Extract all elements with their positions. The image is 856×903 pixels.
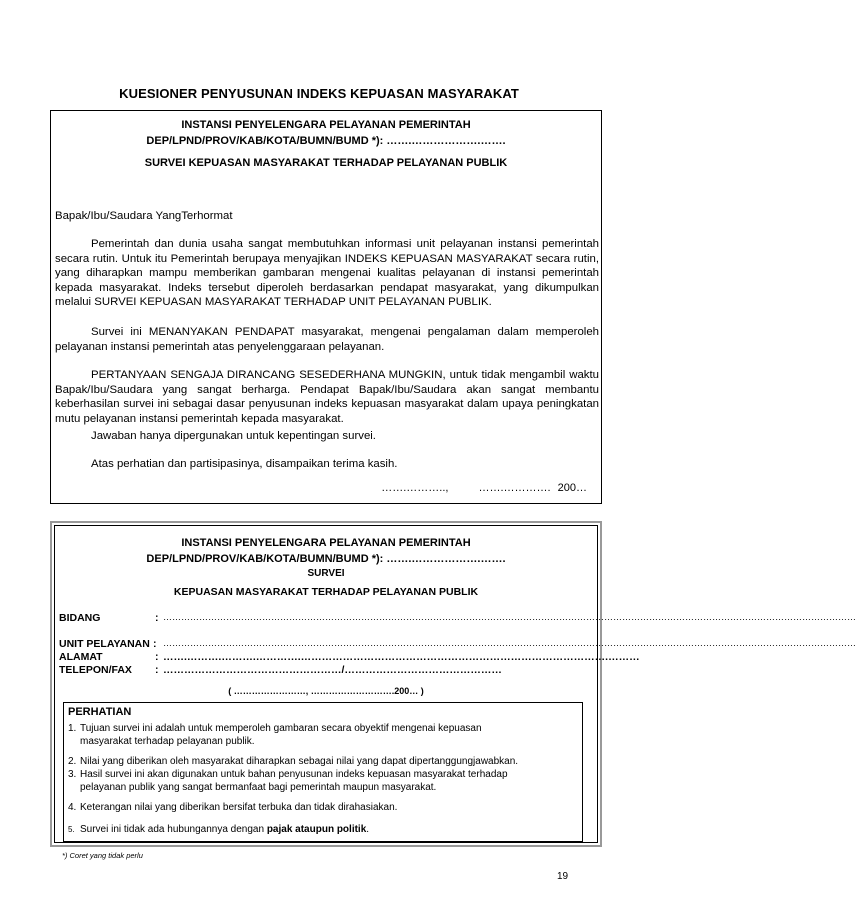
field-bidang[interactable] <box>59 612 856 625</box>
field-blank[interactable]: ……………………………………………/……………………………………… <box>163 664 502 676</box>
field-label: UNIT PELAYANAN <box>59 638 150 650</box>
note-text-end: . <box>366 824 370 835</box>
signature-date-line <box>381 482 587 494</box>
agency-department-line: DEP/LPND/PROV/KAB/KOTA/BUMN/BUMD *): …….……………….……. <box>146 135 506 147</box>
field-colon: : <box>155 651 159 663</box>
form-agency-heading: INSTANSI PENYELENGARA PELAYANAN PEMERINTAH <box>181 537 471 549</box>
note-item <box>68 768 576 794</box>
field-blank[interactable]: …………………………………………………………………………………………………………………………………………………………………………………………………………… <box>163 612 856 622</box>
field-unit-pelayanan[interactable] <box>59 638 856 651</box>
field-colon: : <box>155 612 159 624</box>
survey-form-box <box>50 521 856 847</box>
form-survey-heading: KEPUASAN MASYARAKAT TERHADAP PELAYANAN PUBLIK <box>173 586 479 598</box>
page-number: 19 <box>557 871 569 882</box>
form-survey-label: SURVEI <box>307 568 345 579</box>
note-text: Keterangan nilai yang diberikan bersifat terbuka dan tidak dirahasiakan. <box>80 802 398 813</box>
note-text-bold: pajak ataupun politik <box>266 824 367 835</box>
sign-date: …….…………. <box>478 482 551 494</box>
note-text: Hasil survei ini akan digunakan untuk bahan penyusunan indeks kepuasan masyarakat terhadap <box>80 769 508 780</box>
note-text: Tujuan survei ini adalah untuk memperoleh gambaran secara obyektif mengenai kepuasan <box>80 723 482 734</box>
note-text-continued: masyarakat terhadap pelayanan publik. <box>80 736 255 747</box>
sign-year: 200… <box>557 482 587 494</box>
note-text-continued: pelayanan publik yang sangat bermanfaat bagi pemerintah maupun masyarakat. <box>80 782 437 793</box>
note-text: Nilai yang diberikan oleh masyarakat diharapkan sebagai nilai yang dapat dipertanggungjawabkan. <box>80 756 519 767</box>
sign-place: …….……….., <box>381 482 449 494</box>
note-item <box>68 801 576 814</box>
note-item <box>68 755 576 768</box>
note-number: 4. <box>68 802 77 813</box>
field-telepon-fax[interactable] <box>59 664 599 677</box>
form-agency-department-line: DEP/LPND/PROV/KAB/KOTA/BUMN/BUMD *): …….……………….……. <box>146 553 506 565</box>
notes-title: PERHATIAN <box>68 706 132 718</box>
form-date-line[interactable]: ( ……………………, ……………………….200… ) <box>228 686 424 696</box>
note-item <box>68 722 576 748</box>
field-colon: : <box>153 638 157 650</box>
intro-paragraph-4: Jawaban hanya dipergunakan untuk kepentingan survei. <box>91 430 376 442</box>
note-item <box>68 823 576 836</box>
field-blank[interactable]: …….……….……….………….…………………………………………………………………………….……… <box>163 651 640 663</box>
intro-paragraph-5: Atas perhatian dan partisipasinya, disampaikan terima kasih. <box>91 458 398 470</box>
note-number: 3. <box>68 769 77 780</box>
field-colon: : <box>155 664 159 676</box>
note-number: 1. <box>68 723 77 734</box>
field-label: ALAMAT <box>59 651 103 663</box>
survey-heading: SURVEI KEPUASAN MASYARAKAT TERHADAP PELAYANAN PUBLIK <box>144 157 508 169</box>
note-number: 5. <box>68 825 75 834</box>
field-label: BIDANG <box>59 612 101 624</box>
notes-box <box>63 702 583 842</box>
field-blank[interactable]: …………………………………………………………………………………………………………………………………………………………………………………………………………… <box>163 638 856 648</box>
document-title: KUESIONER PENYUSUNAN INDEKS KEPUASAN MASYARAKAT <box>119 86 519 101</box>
introduction-box <box>50 110 602 504</box>
footnote: *) Coret yang tidak perlu <box>62 851 143 860</box>
field-alamat[interactable] <box>59 651 640 664</box>
field-label: TELEPON/FAX <box>59 664 132 676</box>
agency-heading: INSTANSI PENYELENGARA PELAYANAN PEMERINTAH <box>181 119 471 131</box>
salutation: Bapak/Ibu/Saudara YangTerhormat <box>55 210 233 222</box>
survey-form-inner <box>54 525 856 843</box>
note-number: 2. <box>68 756 77 767</box>
intro-paragraph-3: PERTANYAAN SENGAJA DIRANCANG SESEDERHANA MUNGKIN, untuk tidak mengambil waktu Bapak/Ibu/Saudara yang sangat berharga. Pendapat Bapak/Ibu/Saudara akan sangat membantu keberhasilan survei ini sebagai dasar penyusunan indeks kepuasan masyarakat dalam upaya peningkatan mutu pelayanan instansi pemerintah kepada masyarakat. <box>55 369 599 425</box>
intro-paragraph-2: Survei ini MENANYAKAN PENDAPAT masyarakat, mengenai pengalaman dalam memperoleh pelayanan instansi pemerintah atas penyelenggaraan pelayanan. <box>55 326 599 353</box>
intro-paragraph-1: Pemerintah dan dunia usaha sangat membutuhkan informasi unit pelayanan instansi pemerintah secara rutin. Untuk itu Pemerintah berupaya menyajikan INDEKS KEPUASAN MASYARAKAT secara rutin, yang diharapkan mampu memberikan gambaran mengenai kualitas pelayanan di instansi pemerintah kepada masyarakat. Indeks tersebut diperoleh berdasarkan pendapat masyarakat, yang dikumpulkan melalui SURVEI KEPUASAN MASYARAKAT TERHADAP UNIT PELAYANAN PUBLIK. <box>55 238 599 308</box>
note-text: Survei ini tidak ada hubungannya dengan <box>80 824 267 835</box>
